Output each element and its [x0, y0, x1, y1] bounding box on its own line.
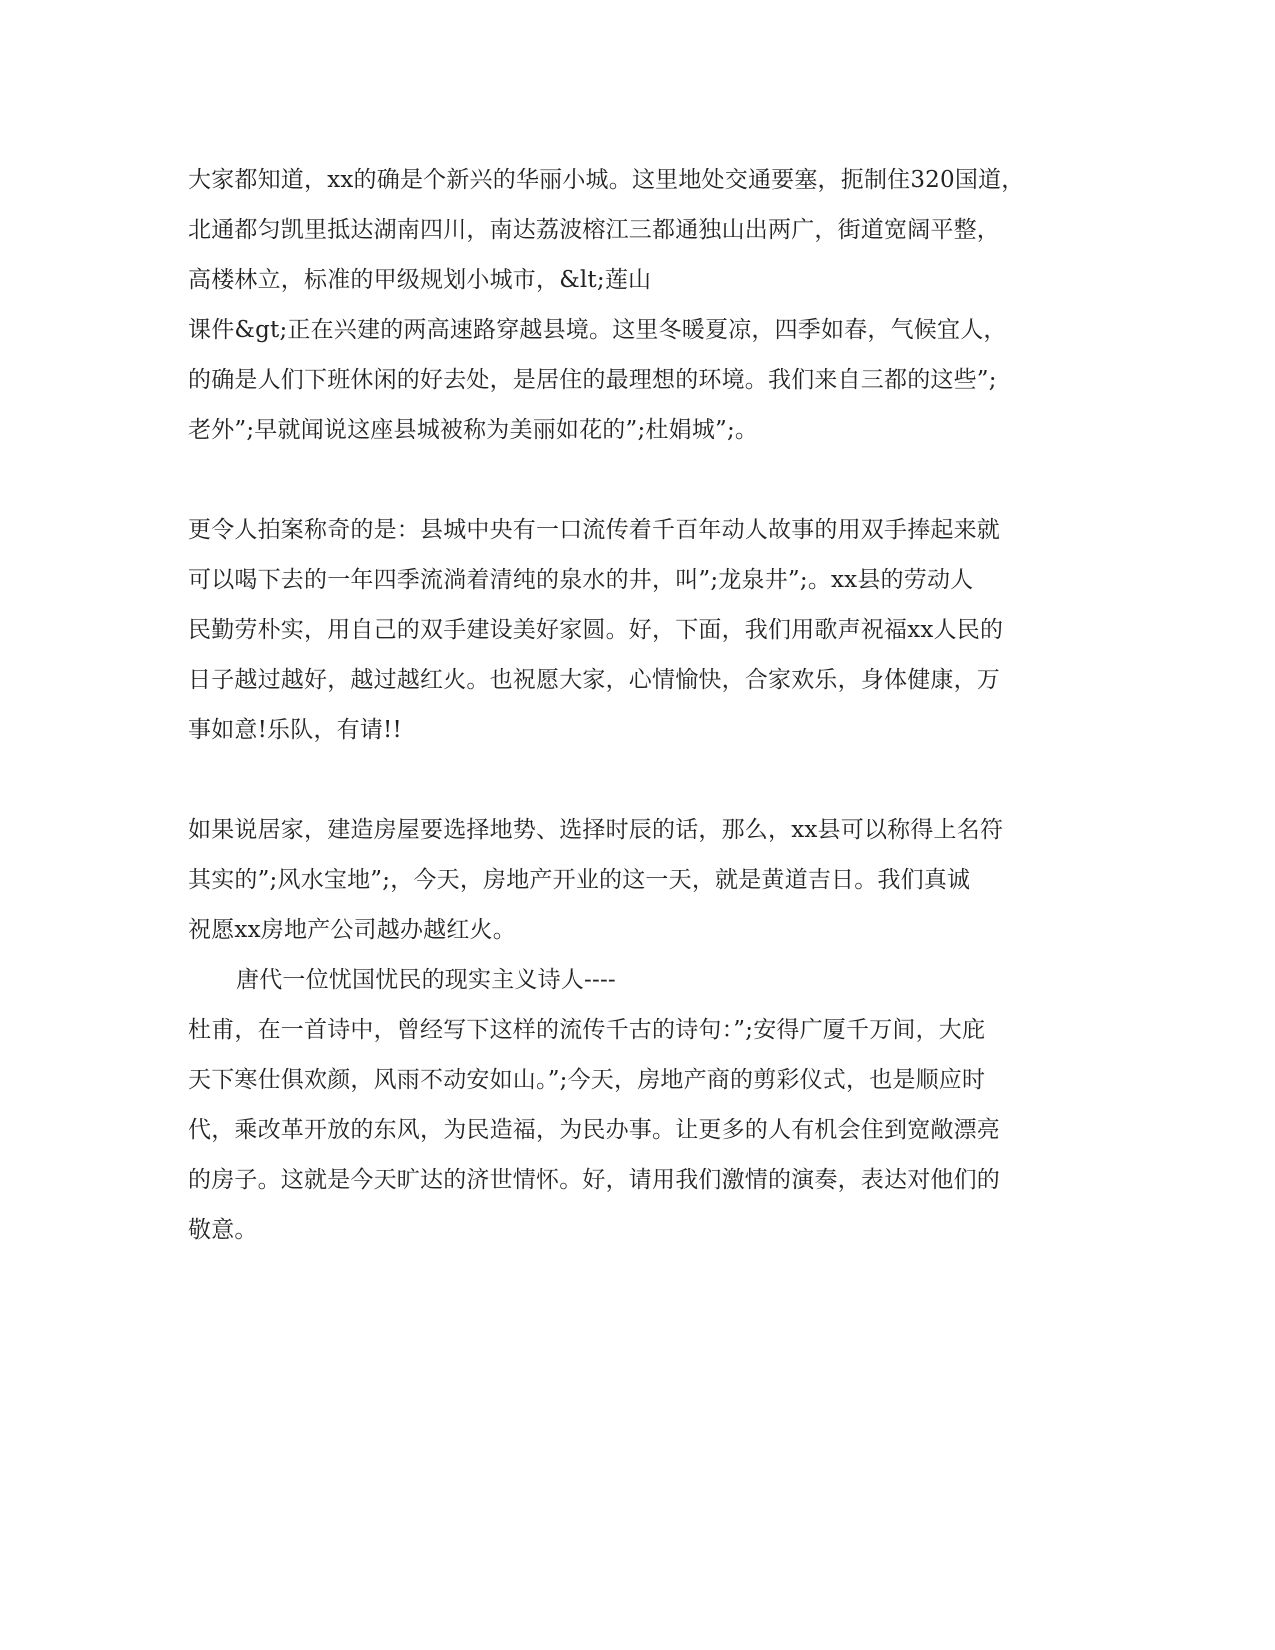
paragraph-line: 民勤劳朴实，用自己的双手建设美好家圆。好，下面，我们用歌声祝福xx人民的: [188, 617, 1004, 643]
paragraph-line: 课件&gt;正在兴建的两高速路穿越县境。这里冬暖夏凉，四季如春，气候宜人，: [188, 317, 1007, 343]
paragraph-line: 大家都知道，xx的确是个新兴的华丽小城。这里地处交通要塞，扼制住320国道，: [188, 167, 1025, 193]
paragraph-line-indented: 唐代一位忧国忧民的现实主义诗人----: [236, 967, 616, 993]
paragraph-3: [188, 805, 1068, 955]
document-body: [188, 155, 1068, 1255]
paragraph-line: 祝愿xx房地产公司越办越红火。: [188, 917, 516, 943]
paragraph-line: 更令人拍案称奇的是：县城中央有一口流传着千百年动人故事的用双手捧起来就: [188, 517, 1000, 543]
paragraph-line: 天下寒仕俱欢颜，风雨不动安如山。”;今天，房地产商的剪彩仪式，也是顺应时: [188, 1067, 986, 1093]
paragraph-line: 北通都匀凯里抵达湖南四川，南达荔波榕江三都通独山出两广，街道宽阔平整，: [188, 217, 1000, 243]
paragraph-line: 高楼林立，标准的甲级规划小城市，&lt;莲山: [188, 267, 652, 293]
paragraph-4: [188, 955, 1068, 1255]
paragraph-line: 的房子。这就是今天旷达的济世情怀。好，请用我们激情的演奏，表达对他们的: [188, 1167, 1000, 1193]
paragraph-1: [188, 155, 1068, 455]
paragraph-line: 杜甫，在一首诗中，曾经写下这样的流传千古的诗句：”;安得广厦千万间，大庇: [188, 1017, 986, 1043]
paragraph-line: 的确是人们下班休闲的好去处，是居住的最理想的环境。我们来自三都的这些”;: [188, 367, 997, 393]
paragraph-line: 如果说居家，建造房屋要选择地势、选择时辰的话，那么，xx县可以称得上名符: [188, 817, 1004, 843]
paragraph-line: 日子越过越好，越过越红火。也祝愿大家，心情愉快，合家欢乐，身体健康，万: [188, 667, 1000, 693]
paragraph-line: 敬意。: [188, 1217, 258, 1243]
paragraph-line: 代，乘改革开放的东风，为民造福，为民办事。让更多的人有机会住到宽敞漂亮: [188, 1117, 1000, 1143]
paragraph-line: 事如意!乐队，有请!!: [188, 717, 402, 743]
paragraph-line: 老外”;早就闻说这座县城被称为美丽如花的”;杜娟城”;。: [188, 417, 759, 443]
paragraph-line: 其实的”;风水宝地”;，今天，房地产开业的这一天，就是黄道吉日。我们真诚: [188, 867, 971, 893]
paragraph-2: [188, 505, 1068, 755]
paragraph-spacer: [188, 455, 1068, 505]
paragraph-line: 可以喝下去的一年四季流淌着清纯的泉水的井，叫”;龙泉井”;。xx县的劳动人: [188, 567, 974, 593]
paragraph-spacer: [188, 755, 1068, 805]
